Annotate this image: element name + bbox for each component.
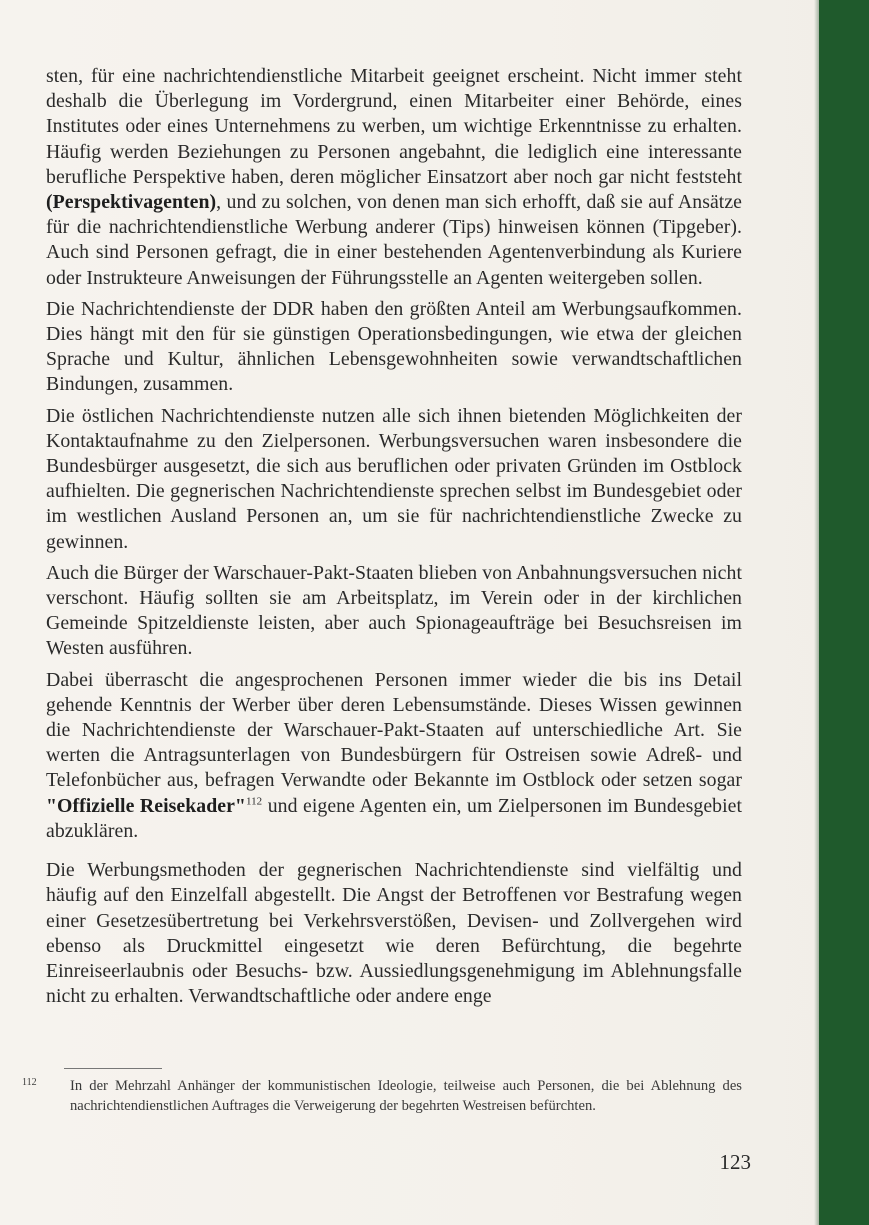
footnote-body — [22, 1076, 742, 1116]
main-text — [46, 64, 742, 1025]
footnote-divider — [64, 1068, 162, 1069]
footnote-number: 112 — [22, 1077, 37, 1088]
paragraph-1-text-b: , und zu solchen, von denen man sich erhofft, daß sie auf Ansätze für die nachrichtendienstliche Werbung anderer (Tips) hinweisen können (Tipgeber). Auch sind Personen gefragt, die in einer bestehenden Agentenverbindung als Kuriere oder Instrukteure Anweisungen der Führungsstelle an Agenten weitergeben sollen. — [46, 191, 742, 289]
page-number: 123 — [719, 1150, 751, 1174]
green-edge-band — [819, 0, 869, 1225]
footnote-reference[interactable]: 112 — [245, 795, 263, 808]
paragraph-2: Die Nachrichtendienste der DDR haben den größten Anteil am Werbungsaufkommen. Dies hängt mit den für sie günstigen Operationsbedingungen, wie etwa der gleichen Sprache und Kultur, ähnlichen Lebensgewohnheiten sowie verwandtschaftlichen Bindungen, zusammen. — [46, 297, 742, 396]
paragraph-1 — [46, 64, 742, 291]
paragraph-5 — [46, 668, 742, 844]
term-offizielle-reisekader: "Offizielle Reisekader" — [46, 794, 246, 817]
paragraph-5-text-b: und eigene Agenten ein, um Zielpersonen im Bundesgebiet abzuklären. — [46, 794, 743, 842]
paragraph-4: Auch die Bürger der Warschauer-Pakt-Staaten blieben von Anbahnungsversuchen nicht verschont. Häufig sollten sie am Arbeitsplatz, im Verein oder in der kirchlichen Gemeinde Spitzeldienste leisten, aber auch Spionageaufträge bei Besuchsreisen im Westen ausführen. — [46, 561, 742, 660]
paragraph-1-text-a: sten, für eine nachrichtendienstliche Mitarbeit geeignet erscheint. Nicht immer steht deshalb die Überlegung im Vordergrund, einen Mitarbeiter einer Behörde, eines Institutes oder eines Unternehmens zu werben, um wichtige Erkenntnisse zu erhalten. Häufig werden Beziehungen zu Personen angebahnt, die lediglich eine interessante berufliche Perspektive haben, deren möglicher Einsatzort aber noch gar nicht feststeht — [46, 65, 742, 188]
paragraph-3: Die östlichen Nachrichtendienste nutzen alle sich ihnen bietenden Möglichkeiten der Kontaktaufnahme zu den Zielpersonen. Werbungsversuchen waren insbesondere die Bundesbürger ausgesetzt, die sich aus beruflichen oder privaten Gründen im Ostblock aufhielten. Die gegnerischen Nachrichtendienste sprechen selbst im Bundesgebiet oder im westlichen Ausland Personen an, um sie für nachrichtendienstliche Zwecke zu gewinnen. — [46, 404, 742, 553]
term-perspektivagenten: (Perspektivagenten) — [46, 191, 217, 214]
footnote — [22, 1076, 742, 1116]
paragraph-5-text-a: Dabei überrascht die angesprochenen Personen immer wieder die bis ins Detail gehende Kenntnis der Werber über deren Lebensumstände. Dieses Wissen gewinnen die Nachrichtendienste der Warschauer-Pakt-Staaten auf unterschiedliche Art. Sie werten die Antragsunterlagen von Bundesbürgern für Ostreisen sowie Adreß- und Telefonbücher aus, befragen Verwandte oder Bekannte im Ostblock oder setzen sogar — [46, 668, 742, 792]
paragraph-6: Die Werbungsmethoden der gegnerischen Nachrichtendienste sind vielfältig und häufig auf den Einzelfall abgestellt. Die Angst der Betroffenen vor Bestrafung wegen einer Gesetzesübertretung bei Verkehrsverstößen, Devisen- und Zollvergehen wird ebenso als Druckmittel eingesetzt wie deren Befürchtung, die begehrte Einreiseerlaubnis oder Besuchs- bzw. Aussiedlungsgenehmigung im Ablehnungsfalle nicht zu erhalten. Verwandtschaftliche oder andere enge — [46, 859, 742, 1008]
footnote-text: In der Mehrzahl Anhänger der kommunistischen Ideologie, teilweise auch Personen, die bei Ablehnung des nachrichtendienstlichen Auftrages die Verweigerung der begehrten Westreisen befürchten. — [70, 1078, 742, 1114]
